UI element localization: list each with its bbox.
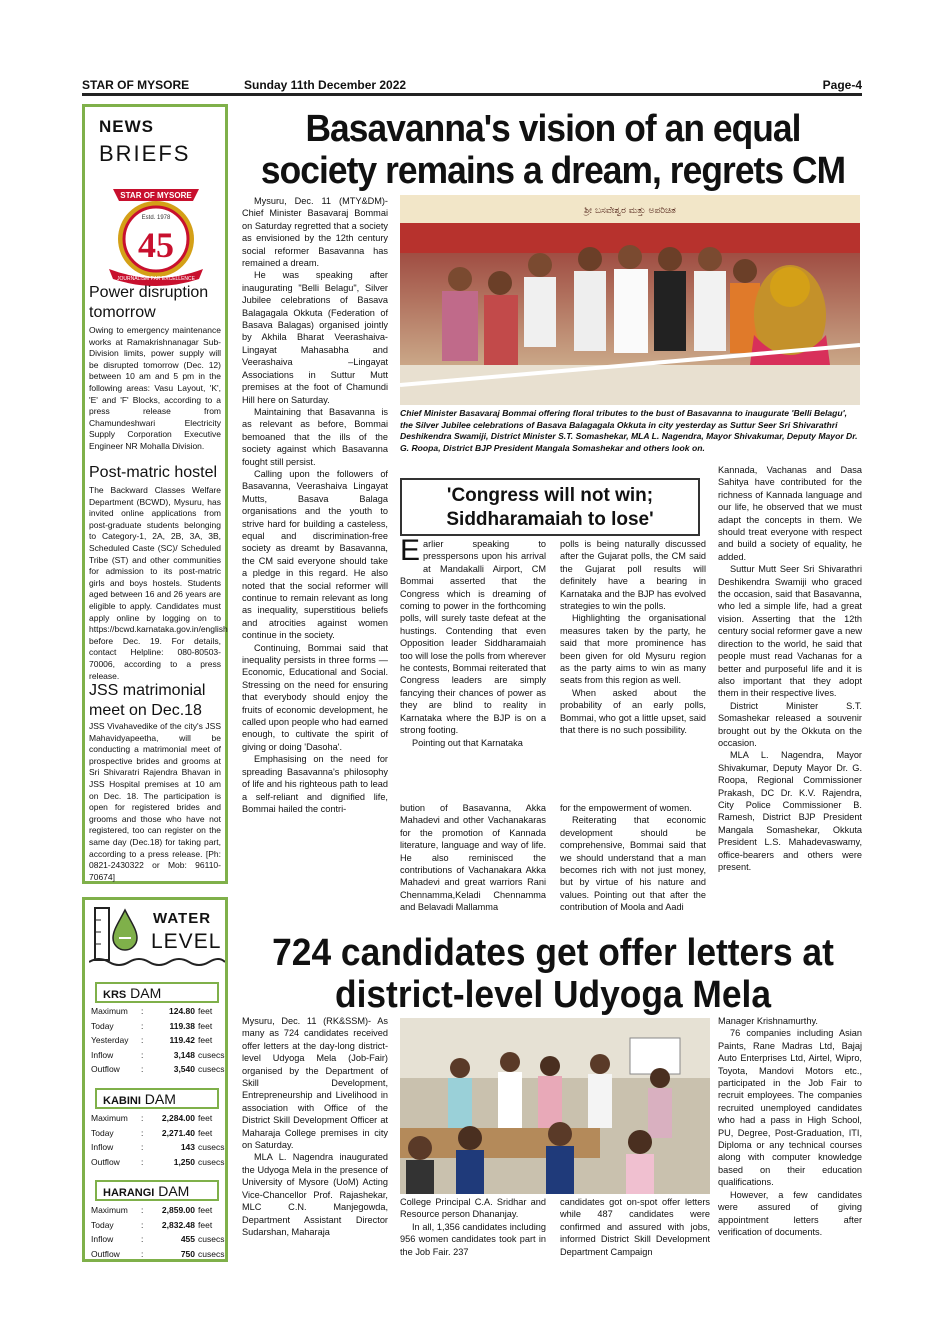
dam-reading-label: Outflow bbox=[91, 1248, 120, 1259]
dam-reading-unit: feet bbox=[198, 1205, 213, 1215]
dam-reading-unit: feet bbox=[198, 1127, 213, 1138]
dam-reading-row bbox=[91, 1205, 223, 1219]
separator: : bbox=[141, 1020, 144, 1031]
dam-reading-unit: feet bbox=[198, 1113, 213, 1123]
dam-reading-label: Maximum bbox=[91, 1006, 128, 1016]
dam-reading-unit: feet bbox=[198, 1006, 213, 1016]
dam-reading-unit: cusecs bbox=[198, 1234, 225, 1245]
dam-reading-value: 119.38 bbox=[169, 1020, 195, 1031]
kabini-dam-label: KABINI DAM bbox=[95, 1088, 219, 1109]
separator: : bbox=[141, 1248, 144, 1259]
separator: : bbox=[141, 1234, 144, 1245]
news-briefs-box bbox=[82, 104, 228, 884]
dam-reading-value: 1,250 bbox=[173, 1156, 195, 1167]
dam-reading-row bbox=[91, 1142, 223, 1156]
separator: : bbox=[141, 1219, 144, 1230]
separator: : bbox=[141, 1113, 144, 1123]
dam-reading-row bbox=[91, 1050, 223, 1064]
congress-box-headline: 'Congress will not win; Siddharamaiah to lose' bbox=[400, 478, 700, 536]
story1-para: Mysuru, Dec. 11 (MTY&DM)- Chief Minister Basavaraj Bommai on Saturday regretted that a society as envisioned by the 12th century social reformer Basavanna has remained a dream. bbox=[242, 196, 388, 269]
dam-reading-label: Inflow bbox=[91, 1049, 114, 1060]
krs-dam-label: KRS DAM bbox=[95, 982, 219, 1003]
dam-reading-label: Yesterday bbox=[91, 1035, 129, 1046]
dam-reading-unit: feet bbox=[198, 1020, 213, 1031]
news-briefs-title: NEWS bbox=[99, 117, 154, 136]
brief-heading-hostel: Post-matric hostel bbox=[89, 464, 218, 481]
harangi-dam-label: HARANGI DAM bbox=[95, 1180, 219, 1201]
dam-reading-value: 2,832.48 bbox=[161, 1219, 195, 1230]
separator: : bbox=[141, 1156, 144, 1167]
photo1-caption: Chief Minister Basavaraj Bommai offering floral tributes to the bust of Basavanna to inaugurate 'Belli Belagu', the Silver Jubilee celebrations of Basava Balagagala Okkuta in city yesterday as Suttur Seer Sri Shivarathri Deshikendra Swamiji, District Minister S.T. Somashekar, MLA L. Nagendra, Mayor Shivakumar, Deputy Mayor Dr. G. Roopa, District BJP President Mangala Somashekar and others look on. bbox=[400, 408, 858, 453]
udyoga-mela-photo bbox=[400, 1018, 710, 1194]
separator: : bbox=[141, 1006, 144, 1016]
dam-reading-label: Maximum bbox=[91, 1205, 128, 1215]
story2-column-3: candidates got on-spot offer letters while 487 candidates were confirmed and assured with jobs, informed District Skill Development Department Campaign bbox=[560, 1197, 710, 1257]
sidebar-column-2: polls is being naturally discussed after the Gujarat polls, the CM said the Gujarat poll results will definitely have a bearing in Karnataka and the BJP has evolved strategies to win the polls. Highlighting the organisational measures taken by the party, he said that more prominence has been given for old Mysuru region as the party aims to win as many seats from this region as well. When asked about the probability of an early polls, Bommai, who got a little upset, said that there is no such possibility. bbox=[560, 539, 706, 736]
separator: : bbox=[141, 1049, 144, 1060]
dam-reading-label: Inflow bbox=[91, 1234, 114, 1245]
story1-column-4: Kannada, Vachanas and Dasa Sahitya have contributed for the richness of Kannada language and our life, he observed that we must adapt the concepts in them. We should treat everyone with respect and build a society of equality, he added. Suttur Mutt Seer Sri Shivarathri Deshikendra Swamiji who graced the occasion, said that Basavanna, who led a simple life, had a great vision. Asserting that the 12th century social reformer gave a new direction to the world, he said that people must read Vachanas for a better and purposeful life and it is also important that they adopt them in their respective lives. District Minister S.T. Somashekar released a souvenir brought out by the Okkuta on the occasion. MLA L. Nagendra, Mayor Shivakumar, Deputy Mayor Dr. G. Roopa, Regional Commissioner Prakash, DC Dr. K.V. Rajendra, City Police Commissioner B. Ramesh, District BJP President Mangala Somashekar, Okkuta President L.S. Mahadevaswamy, office-bearers and others were present. bbox=[718, 465, 862, 872]
story1-para: Calling upon the followers of Basavanna, Veerashaiva Lingayat Mutts, Basava Balaga organisations and the youth to strive hard for building a casteless, equal and discrimination-free society as dreamt by Basavanna, the CM said everyone should take a pledge in this regard. He also noted that the social reformer will continue to remain relevant as long as inequality, superstitious beliefs and atrocities against women continue in the society. bbox=[242, 468, 388, 641]
photo-banner-text: ಶ್ರೀ ಬಸವೇಶ್ವರ ಮತ್ತು ಅಪರಿಚಿತ bbox=[584, 206, 676, 216]
page-number: Page-4 bbox=[822, 78, 862, 92]
dam-reading-row bbox=[91, 1220, 223, 1234]
dam-reading-label: Inflow bbox=[91, 1142, 114, 1153]
story1-para: Maintaining that Basavanna is as relevant as before, Bommai bemoaned that the ills of the society against which Basavanna fought still persist. bbox=[242, 406, 388, 467]
story1-column-2: bution of Basavanna, Akka Mahadevi and other Vachanakaras for the promotion of Kannada literature, language and way of life. He also reminisced the contributions of Vachanakara Akka Mahadevi and great warriors Rani Chennamma,Keladi Chennamma and Belavadi Mallamma bbox=[400, 803, 546, 913]
separator: : bbox=[141, 1064, 144, 1075]
story1-column-1 bbox=[242, 195, 388, 815]
dam-reading-label: Outflow bbox=[91, 1064, 120, 1075]
dam-reading-value: 2,284.00 bbox=[161, 1113, 195, 1123]
issue-date: Sunday 11th December 2022 bbox=[244, 78, 407, 92]
dam-reading-label: Maximum bbox=[91, 1113, 128, 1123]
dam-reading-unit: cusecs bbox=[198, 1248, 225, 1259]
news-briefs-subtitle: BRIEFS bbox=[99, 141, 191, 166]
drop-cap: E bbox=[400, 534, 421, 567]
dam-reading-value: 750 bbox=[180, 1248, 195, 1259]
logo-bottom-text: JOURNALISM PAR EXCELLENCE bbox=[117, 276, 195, 282]
brief-heading-jss: JSS matrimonial meet on Dec.18 bbox=[89, 682, 206, 719]
dam-reading-row bbox=[91, 1157, 223, 1171]
dam-reading-label: Today bbox=[91, 1127, 114, 1138]
logo-estd: Estd. 1978 bbox=[141, 215, 171, 221]
dam-reading-value: 124.80 bbox=[169, 1006, 195, 1016]
brief-body-jss: JSS Vivahavedike of the city's JSS Mahavidyapeetha, will be conducting a matrimonial meet of prospective brides and grooms at Sri Shivaratri Rajendra Bhavan in JSS Hospital premises at 10 am on Dec. 18. The participation is open for registered brides and grooms and those who have not registered, too can register on the same day (Dec.18) for taking part, according to a press release. [Ph: 0821-2430322 or Mob: 96110-70674] bbox=[89, 721, 221, 882]
dam-reading-unit: cusecs bbox=[198, 1142, 225, 1153]
dam-reading-row bbox=[91, 1249, 223, 1263]
story2-column-1: Mysuru, Dec. 11 (RK&SSM)- As many as 724 candidates received offer letters at the day-long district-level Udyoga Mela (Job-Fair) organised by the Department of Skill Development, Entrepreneurship and Livelihood in association with Office of the District Skill Development Officer at Maharaja College premises in city on Saturday. MLA L. Nagendra inaugurated the Udyoga Mela in the presence of University of Mysore (UoM) Acting Vice-Chancellor Prof. Rajashekar, MLC C.N. Manjegowda, Department Assistant Director Sudarshan, Maharaja bbox=[242, 1016, 388, 1237]
star-of-mysore-45-logo bbox=[95, 177, 217, 289]
dam-reading-value: 2,859.00 bbox=[161, 1205, 195, 1215]
water-level-box bbox=[82, 897, 228, 1262]
dam-reading-unit: feet bbox=[198, 1219, 213, 1230]
dam-reading-value: 455 bbox=[180, 1234, 195, 1245]
dam-reading-row bbox=[91, 1064, 223, 1078]
story2-column-4: Manager Krishnamurthy. 76 companies including Asian Paints, Rane Madras Ltd, Bajaj Auto Enterprises Ltd, Airtel, Wipro, Toyota, Mandovi Motors etc., participated in the Job Fair to recruit employees. The companies recruited unemployed candidates who had a pass in High School, PU, Degree, Post-Graduation, ITI, Diploma or any technical courses along with computer knowledge based on their education qualifications. However, a few candidates were assured of giving appointment letters after verification of documents. bbox=[718, 1016, 862, 1237]
dam-reading-row bbox=[91, 1006, 223, 1020]
dam-reading-unit: cusecs bbox=[198, 1156, 225, 1167]
separator: : bbox=[141, 1205, 144, 1215]
dam-reading-unit: feet bbox=[198, 1035, 213, 1046]
dam-reading-value: 143 bbox=[180, 1142, 195, 1153]
level-title: LEVEL bbox=[151, 930, 222, 953]
brief-heading-power: Power disruption tomorrow bbox=[89, 284, 209, 321]
story1-para: He was speaking after inaugurating "Belli Belagu", Silver Jubilee celebrations of Basava Balagagala Okkuta (Federation of Basava Balagas) organised jointly by Akhila Bharat Veerashaiva-Lingayat Mahasabha and Veerashaiva –Lingayat Associations in Suttur Mutt premises at the foot of Chamundi Hill here on Saturday. bbox=[242, 270, 388, 405]
dam-reading-value: 3,540 bbox=[173, 1064, 195, 1075]
story1-para: Continuing, Bommai said that inequality persists in three forms — Economic, Educational and Social. Stressing on the need for ensuring that everybody should enjoy the fruits of economic development, he called upon people who had earned enough, to cultivate the spirit of giving or doing 'Dasoha'. bbox=[242, 642, 388, 752]
dam-reading-value: 3,148 bbox=[173, 1049, 195, 1060]
dam-reading-row bbox=[91, 1234, 223, 1248]
dam-reading-row bbox=[91, 1035, 223, 1049]
dam-reading-unit: cusecs bbox=[198, 1049, 225, 1060]
story1-headline: Basavanna's vision of an equal society remains a dream, regrets CM bbox=[260, 108, 846, 192]
water-title: WATER bbox=[153, 910, 212, 927]
logo-top-text: STAR OF MYSORE bbox=[120, 191, 192, 200]
sidebar-column-1: Earlier speaking to presspersons upon his arrival at Mandakalli Airport, CM Bommai asserted that the Congress which is dreaming of coming to power in the forthcoming polls, will surely taste defeat at the hustings. Contending that even Opposition leader Siddharamaiah too will lose the polls from wherever he contests, Bommai reiterated that Congress leaders are simply fancying their chances of power as they are blind to reality in Karnataka where the BJP is on a strong footing. Pointing out that Karnataka bbox=[400, 534, 546, 748]
dam-reading-row bbox=[91, 1021, 223, 1035]
dam-reading-label: Today bbox=[91, 1219, 114, 1230]
story2-column-2: College Principal C.A. Sridhar and Resource person Dhananjay. In all, 1,356 candidates including 956 women candidates took part in the Job Fair. 237 bbox=[400, 1197, 546, 1257]
dam-reading-unit: cusecs bbox=[198, 1064, 225, 1075]
dam-reading-value: 119.42 bbox=[169, 1035, 195, 1046]
brief-body-power: Owing to emergency maintenance works at Ramakrishnanagar Sub-Division limits, power supply will be disrupted tomorrow (Dec. 12) between 10 am and 5 pm in the following areas: Vasu Layout, 'K', 'E' and 'F' Blocks, according to a press release from Chamundeshwari Electricity Supply Corporation Executive Engineer NR Mohalla Division. bbox=[89, 325, 221, 451]
story1-column-3: for the empowerment of women. Reiterating that economic development should be comprehensive, Bommai said that we should understand that a man becomes rich with not just money, but by virtue of his nature and values. Pointing out that after the contribution of Moola and Aadi bbox=[560, 803, 706, 913]
paper-name: STAR OF MYSORE bbox=[82, 78, 190, 92]
dam-reading-row bbox=[91, 1113, 223, 1127]
dam-reading-value: 2,271.40 bbox=[161, 1127, 195, 1138]
story1-para: Emphasising on the need for spreading Basavanna's philosophy of life and his righteous path to lead a self-reliant and dignified life, Bommai hailed the contri- bbox=[242, 754, 388, 814]
dam-reading-label: Today bbox=[91, 1020, 114, 1031]
separator: : bbox=[141, 1035, 144, 1046]
story2-headline: 724 candidates get offer letters at district-level Udyoga Mela bbox=[272, 932, 834, 1016]
basavanna-event-photo bbox=[400, 195, 860, 405]
separator: : bbox=[141, 1127, 144, 1138]
separator: : bbox=[141, 1142, 144, 1153]
logo-number: 45 bbox=[138, 225, 174, 265]
page-header bbox=[82, 76, 862, 96]
brief-body-hostel: The Backward Classes Welfare Department (BCWD), Mysuru, has invited online applications from post-graduate students belonging to Category-1, 2A, 2B, 3A, 3B, Scheduled Caste (SC)/ Scheduled Tribe (ST) and other communities for admission to its post-matric girls and boys hostels. Students aged between 16 and 26 years are eligible to apply. Candidates must apply online by logging on to https://bcwd.karnataka.gov.in/english before Dec. 19. For details, contact Helpline: 080-80503-70006, according to a press release. bbox=[89, 485, 228, 681]
dam-reading-row bbox=[91, 1128, 223, 1142]
dam-reading-label: Outflow bbox=[91, 1156, 120, 1167]
